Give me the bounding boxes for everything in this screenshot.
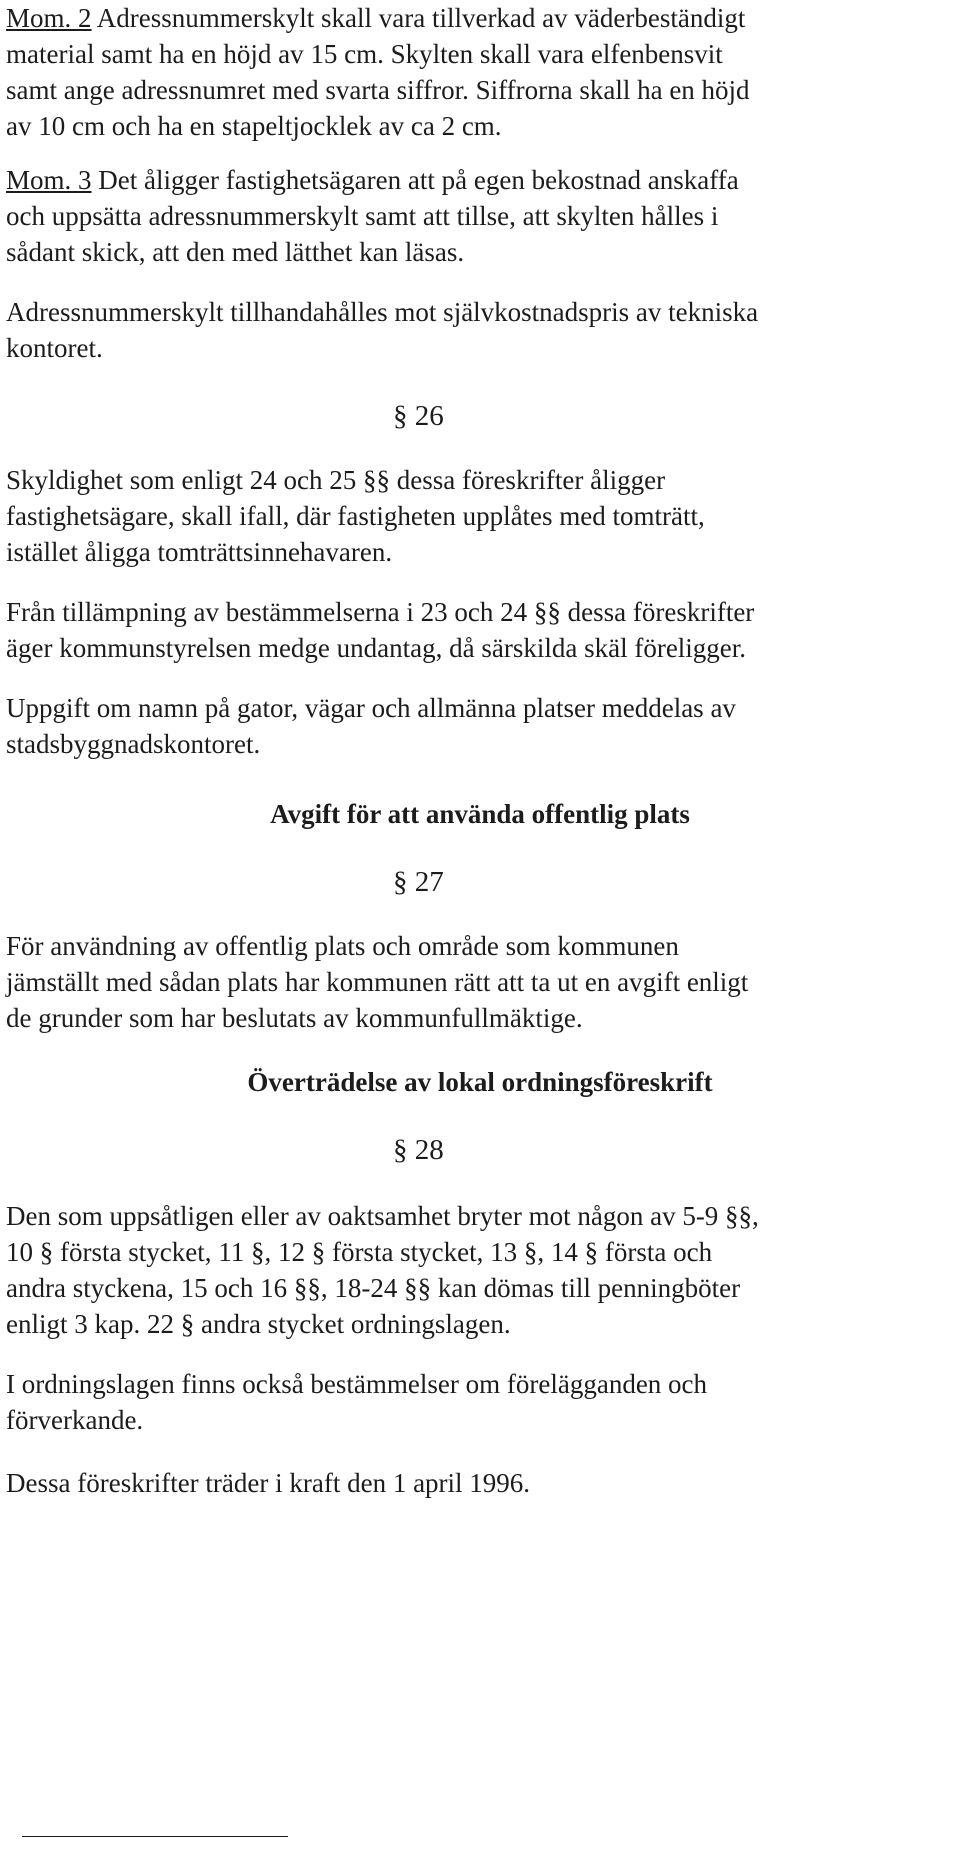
- section-number: 26: [414, 400, 444, 432]
- paragraph-line: material samt ha en höjd av 15 cm. Skylten skall vara elfenbensvit: [6, 39, 723, 69]
- section-symbol: §: [393, 400, 408, 432]
- section-26-heading: [393, 398, 444, 434]
- section-symbol: §: [393, 866, 408, 898]
- paragraph-26a: [6, 462, 941, 570]
- footnote-divider: [22, 1836, 288, 1837]
- paragraph-line: och uppsätta adressnummerskylt samt att tillse, att skylten hålles i: [6, 201, 719, 231]
- paragraph-line: Adressnummerskylt tillhandahålles mot självkostnadspris av tekniska: [6, 297, 759, 327]
- paragraph-mom-3: [6, 162, 941, 270]
- paragraph-line: äger kommunstyrelsen medge undantag, då särskilda skäl föreligger.: [6, 633, 747, 663]
- paragraph-line: Skyldighet som enligt 24 och 25 §§ dessa föreskrifter åligger: [6, 465, 666, 495]
- paragraph-line: jämställt med sådan plats har kommunen rätt att ta ut en avgift enligt: [6, 967, 749, 997]
- paragraph-28a: [6, 1198, 941, 1342]
- paragraph-line: 10 § första stycket, 11 §, 12 § första stycket, 13 §, 14 § första och: [6, 1237, 713, 1267]
- paragraph-line: de grunder som har beslutats av kommunfullmäktige.: [6, 1003, 583, 1033]
- mom-2-reference: Mom. 2: [6, 3, 92, 33]
- paragraph-28c: [6, 1465, 941, 1501]
- section-number: 28: [414, 1134, 444, 1166]
- paragraph-line: samt ange adressnumret med svarta siffror. Siffrorna skall ha en höjd: [6, 75, 750, 105]
- paragraph-line: sådant skick, att den med lätthet kan läsas.: [6, 237, 465, 267]
- paragraph-line: Uppgift om namn på gator, vägar och allmänna platser meddelas av: [6, 693, 736, 723]
- paragraph-line: Från tillämpning av bestämmelserna i 23 och 24 §§ dessa föreskrifter: [6, 597, 755, 627]
- paragraph-line: enligt 3 kap. 22 § andra stycket ordningslagen.: [6, 1309, 511, 1339]
- paragraph-line: fastighetsägare, skall ifall, där fastigheten upplåtes med tomträtt,: [6, 501, 705, 531]
- heading-avgift: Avgift för att använda offentlig plats: [270, 799, 690, 829]
- paragraph-line: istället åligga tomträttsinnehavaren.: [6, 537, 393, 567]
- paragraph-line: förverkande.: [6, 1405, 144, 1435]
- paragraph-line: Dessa föreskrifter träder i kraft den 1 april 1996.: [6, 1468, 531, 1498]
- paragraph-line: stadsbyggnadskontoret.: [6, 729, 261, 759]
- paragraph-28b: [6, 1366, 941, 1438]
- paragraph-26b: [6, 594, 941, 666]
- paragraph-mom-2: [6, 0, 941, 144]
- section-27-heading: [393, 864, 444, 900]
- section-28-heading: [393, 1132, 444, 1168]
- paragraph-27: [6, 928, 941, 1036]
- paragraph-line: kontoret.: [6, 333, 103, 363]
- paragraph-line: För användning av offentlig plats och område som kommunen: [6, 931, 679, 961]
- paragraph-line: Mom. 2 Adressnummerskylt skall vara tillverkad av väderbeständigt: [6, 3, 746, 33]
- heading-overtradelse: Överträdelse av lokal ordningsföreskrift: [247, 1067, 713, 1097]
- paragraph-mom-3-note: [6, 294, 941, 366]
- paragraph-line: Den som uppsåtligen eller av oaktsamhet bryter mot någon av 5-9 §§,: [6, 1201, 759, 1231]
- paragraph-line: I ordningslagen finns också bestämmelser om förelägganden och: [6, 1369, 708, 1399]
- section-number: 27: [414, 866, 444, 898]
- paragraph-line: andra styckena, 15 och 16 §§, 18-24 §§ kan dömas till penningböter: [6, 1273, 741, 1303]
- paragraph-26c: [6, 690, 941, 762]
- paragraph-line: av 10 cm och ha en stapeltjocklek av ca 2 cm.: [6, 111, 502, 141]
- section-symbol: §: [393, 1134, 408, 1166]
- paragraph-line: Mom. 3 Det åligger fastighetsägaren att på egen bekostnad anskaffa: [6, 165, 739, 195]
- mom-3-reference: Mom. 3: [6, 165, 92, 195]
